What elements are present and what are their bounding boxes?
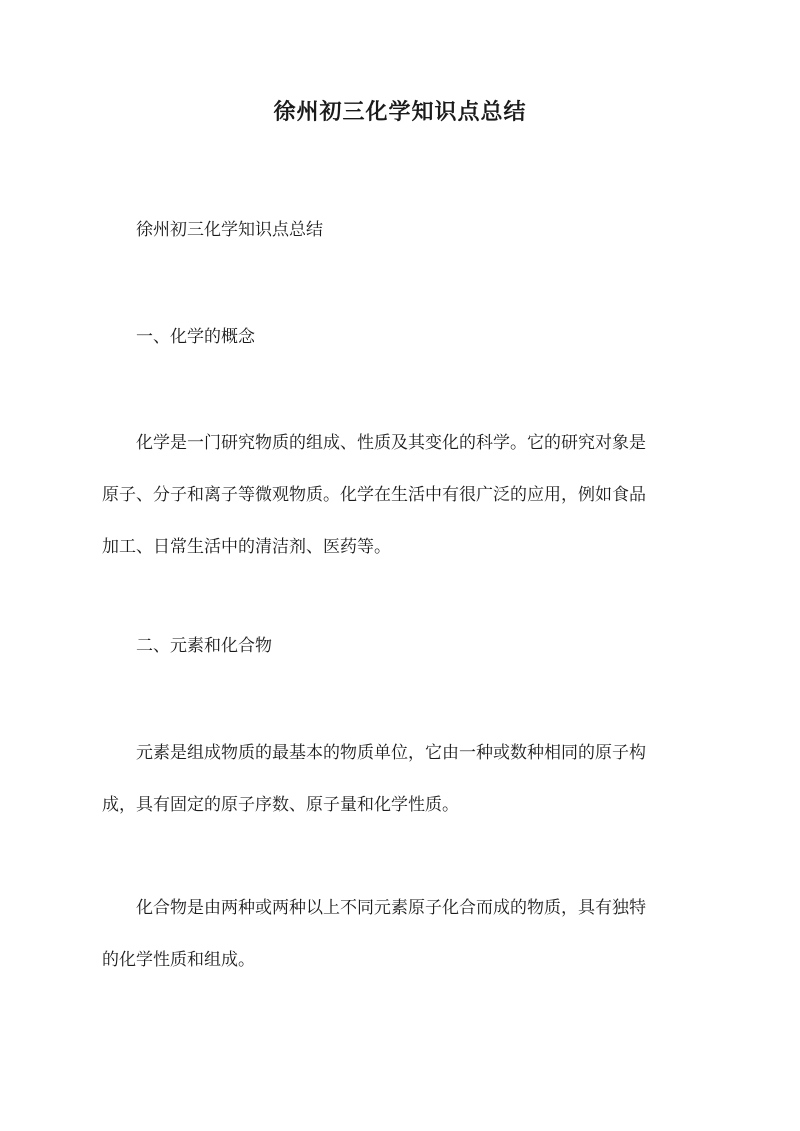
page-title: 徐州初三化学知识点总结 [273, 99, 527, 125]
paragraph-line: 成，具有固定的原子序数、原子量和化学性质。 [102, 795, 459, 815]
paragraph-line: 原子、分子和离子等微观物质。化学在生活中有很广泛的应用，例如食品 [102, 485, 646, 505]
document-subtitle: 徐州初三化学知识点总结 [136, 220, 323, 240]
paragraph-line: 化合物是由两种或两种以上不同元素原子化合而成的物质，具有独特 [136, 898, 646, 918]
paragraph-line: 加工、日常生活中的清洁剂、医药等。 [102, 537, 391, 557]
section-heading-elements: 二、元素和化合物 [136, 636, 272, 656]
paragraph-line: 的化学性质和组成。 [102, 950, 255, 970]
section-heading-concept: 一、化学的概念 [136, 327, 255, 347]
paragraph-line: 元素是组成物质的最基本的物质单位，它由一种或数种相同的原子构 [136, 743, 646, 763]
paragraph-line: 化学是一门研究物质的组成、性质及其变化的科学。它的研究对象是 [136, 433, 646, 453]
